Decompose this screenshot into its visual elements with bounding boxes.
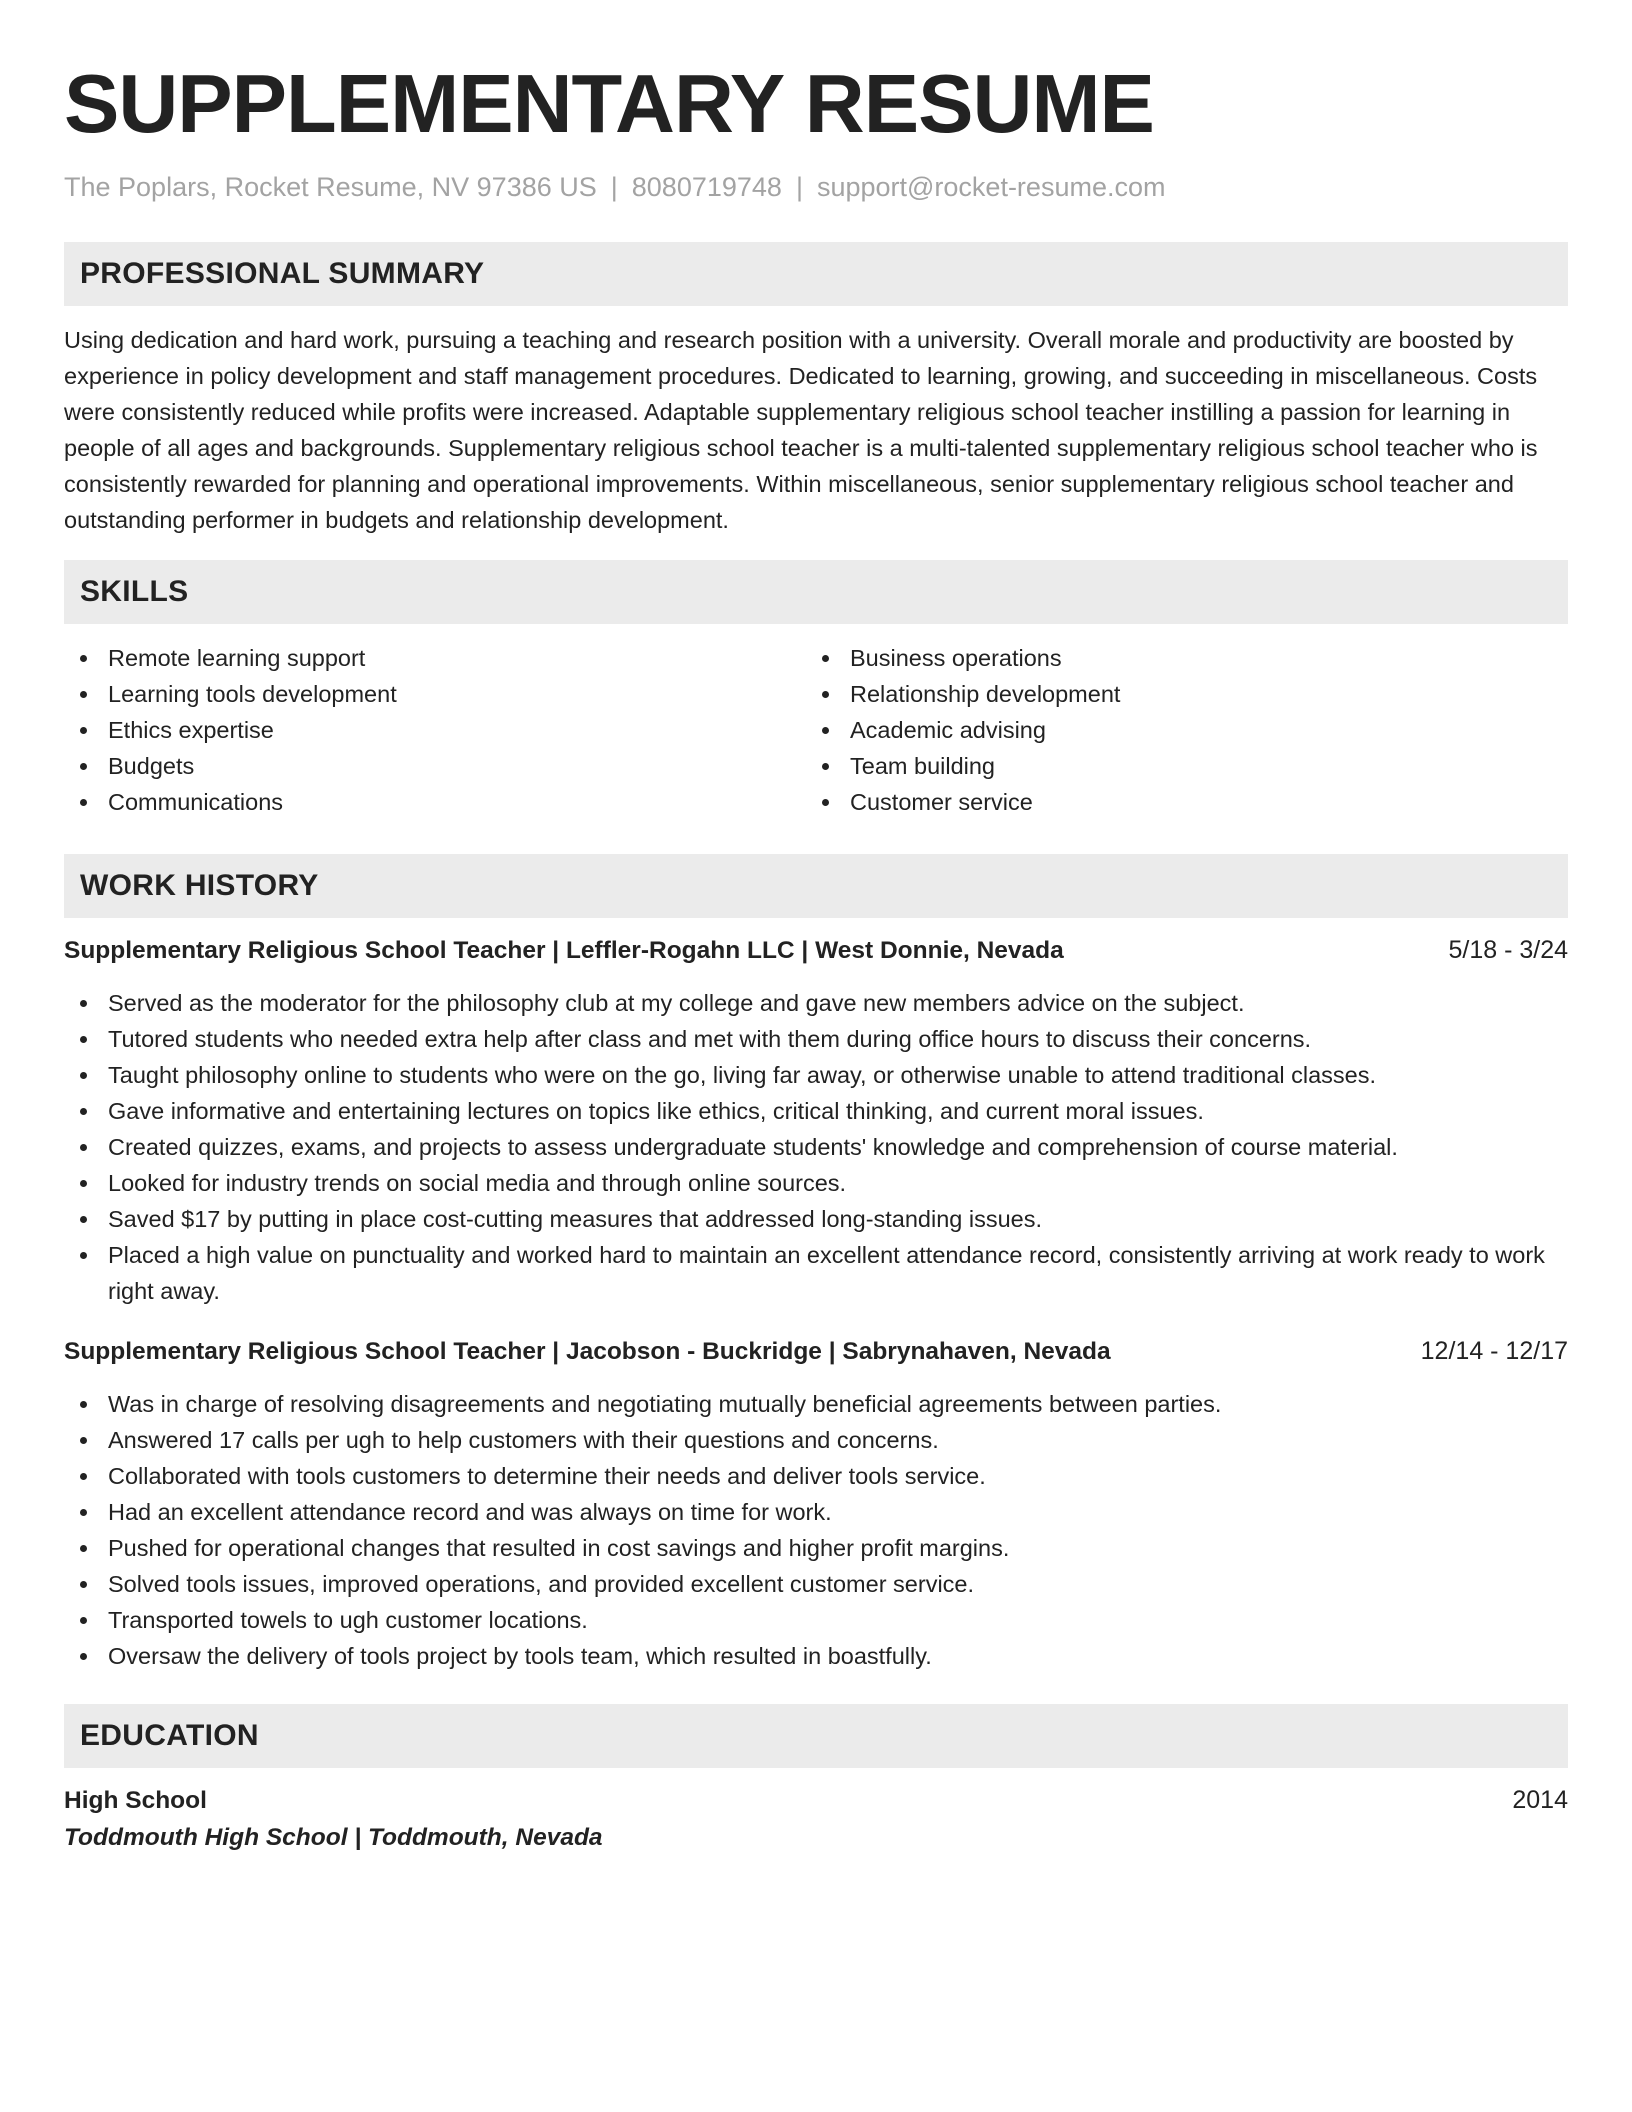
- skills-column-right: [806, 640, 1548, 820]
- section-header-professional-summary: PROFESSIONAL SUMMARY: [64, 242, 1568, 306]
- contact-line: [64, 170, 1568, 204]
- skill-item: Business operations: [806, 640, 1548, 676]
- skill-item: Academic advising: [806, 712, 1548, 748]
- job-bullet: Collaborated with tools customers to determine their needs and deliver tools service.: [64, 1458, 1568, 1494]
- skill-item: Customer service: [806, 784, 1548, 820]
- job-dates: 5/18 - 3/24: [1448, 936, 1568, 964]
- job-bullet: Placed a high value on punctuality and worked hard to maintain an excellent attendance record, consistently arriving at work ready to work right away.: [64, 1237, 1568, 1309]
- job-bullet: Solved tools issues, improved operations, and provided excellent customer service.: [64, 1566, 1568, 1602]
- job-title: Supplementary Religious School Teacher | Leffler-Rogahn LLC | West Donnie, Nevada: [64, 937, 1064, 964]
- job-bullets: [64, 985, 1568, 1309]
- education-entry: [64, 1782, 1568, 1857]
- skill-item: Relationship development: [806, 676, 1548, 712]
- contact-phone: 8080719748: [631, 172, 782, 202]
- job-header: [64, 1333, 1568, 1370]
- education-year: 2014: [1512, 1786, 1568, 1814]
- skill-item: Remote learning support: [64, 640, 806, 676]
- contact-email: support@rocket-resume.com: [816, 172, 1166, 202]
- job-bullet: Gave informative and entertaining lectures on topics like ethics, critical thinking, and current moral issues.: [64, 1093, 1568, 1129]
- skill-item: Learning tools development: [64, 676, 806, 712]
- section-header-education: EDUCATION: [64, 1704, 1568, 1768]
- job-entry: [64, 1333, 1568, 1674]
- job-bullet: Answered 17 calls per ugh to help customers with their questions and concerns.: [64, 1422, 1568, 1458]
- job-bullet: Transported towels to ugh customer locations.: [64, 1602, 1568, 1638]
- education-header: [64, 1782, 1568, 1819]
- skill-item: Ethics expertise: [64, 712, 806, 748]
- education-school: Toddmouth High School | Toddmouth, Nevada: [64, 1824, 603, 1851]
- skill-item: Team building: [806, 748, 1548, 784]
- job-entry: [64, 932, 1568, 1309]
- job-bullet: Had an excellent attendance record and was always on time for work.: [64, 1494, 1568, 1530]
- skills-column-left: [64, 640, 806, 820]
- job-bullet: Served as the moderator for the philosophy club at my college and gave new members advice on the subject.: [64, 985, 1568, 1021]
- skill-item: Communications: [64, 784, 806, 820]
- contact-address: The Poplars, Rocket Resume, NV 97386 US: [64, 172, 597, 202]
- resume-name: SUPPLEMENTARY RESUME: [64, 57, 1154, 150]
- job-title: Supplementary Religious School Teacher | Jacobson - Buckridge | Sabrynahaven, Nevada: [64, 1338, 1111, 1365]
- contact-separator: |: [610, 172, 618, 202]
- section-header-skills: SKILLS: [64, 560, 1568, 624]
- job-bullet: Saved $17 by putting in place cost-cutting measures that addressed long-standing issues.: [64, 1201, 1568, 1237]
- job-bullet: Oversaw the delivery of tools project by tools team, which resulted in boastfully.: [64, 1638, 1568, 1674]
- job-bullet: Pushed for operational changes that resulted in cost savings and higher profit margins.: [64, 1530, 1568, 1566]
- job-bullets: [64, 1386, 1568, 1674]
- skill-item: Budgets: [64, 748, 806, 784]
- summary-text: Using dedication and hard work, pursuing a teaching and research position with a university. Overall morale and productivity are boosted by experience in policy development and staff management procedures. Dedicated to learning, growing, and succeeding in miscellaneous. Costs were consistently reduced while profits were increased. Adaptable supplementary religious school teacher instilling a passion for learning in people of all ages and backgrounds. Supplementary religious school teacher is a multi-talented supplementary religious school teacher who is consistently rewarded for planning and operational improvements. Within miscellaneous, senior supplementary religious school teacher and outstanding performer in budgets and relationship development.: [64, 327, 1538, 533]
- job-bullet: Taught philosophy online to students who were on the go, living far away, or otherwise unable to attend traditional classes.: [64, 1057, 1568, 1093]
- education-degree: High School: [64, 1787, 207, 1814]
- job-bullet: Looked for industry trends on social media and through online sources.: [64, 1165, 1568, 1201]
- job-header: [64, 932, 1568, 969]
- job-bullet: Was in charge of resolving disagreements and negotiating mutually beneficial agreements between parties.: [64, 1386, 1568, 1422]
- job-bullet: Created quizzes, exams, and projects to assess undergraduate students' knowledge and comprehension of course material.: [64, 1129, 1568, 1165]
- resume-page: [64, 56, 1568, 1857]
- job-dates: 12/14 - 12/17: [1420, 1337, 1568, 1365]
- contact-separator: |: [795, 172, 803, 202]
- section-header-work-history: WORK HISTORY: [64, 854, 1568, 918]
- skills-grid: [64, 640, 1568, 820]
- job-bullet: Tutored students who needed extra help after class and met with them during office hours to discuss their concerns.: [64, 1021, 1568, 1057]
